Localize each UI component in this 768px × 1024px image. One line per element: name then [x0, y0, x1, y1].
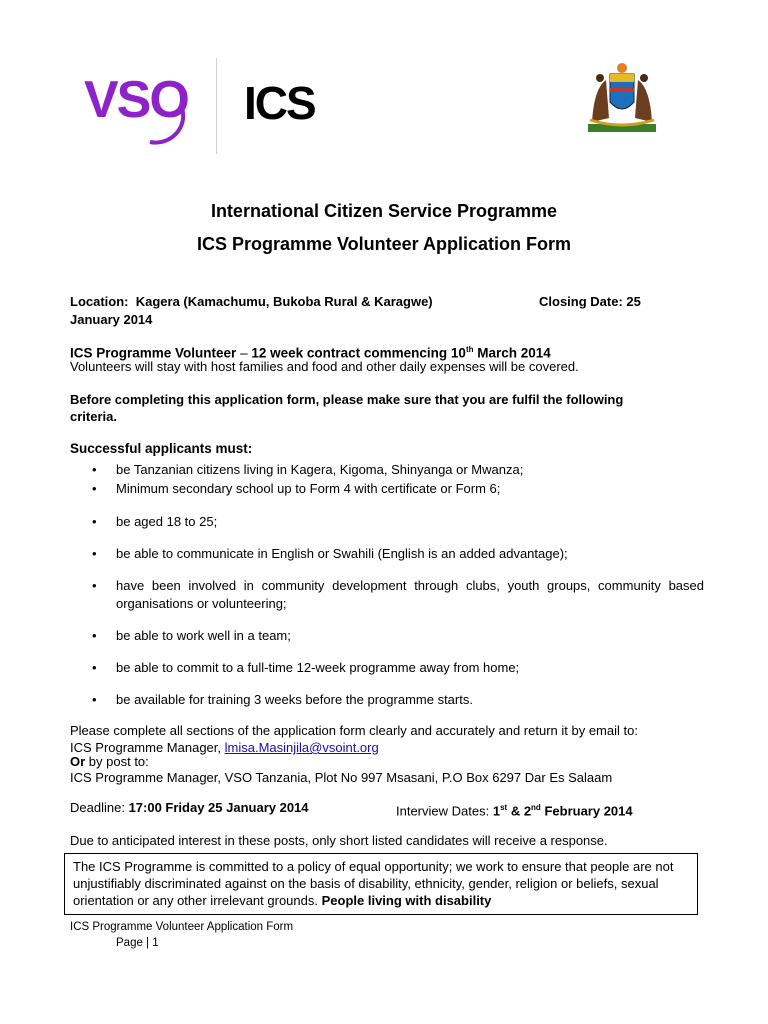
contract-month: March 2014: [477, 345, 551, 361]
requirement-text: Minimum secondary school up to Form 4 with certificate or Form 6;: [116, 481, 501, 496]
contract-text: 12 week contract commencing 10: [251, 345, 466, 361]
requirement-text: be Tanzanian citizens living in Kagera, Kigoma, Shinyanga or Mwanza;: [116, 462, 524, 477]
interview-day1-sup: st: [500, 803, 508, 812]
interview-day2-sup: nd: [531, 803, 541, 812]
closing-date: Closing Date: 25: [539, 294, 641, 309]
logo-divider: [216, 58, 217, 154]
requirement-text: have been involved in community development through clubs, youth groups, community based organisations or volunteering;: [116, 578, 704, 611]
response-note: Due to anticipated interest in these posts, only short listed candidates will receive a response.: [70, 833, 608, 848]
footer-page-number: Page | 1: [116, 937, 159, 949]
deadline-label: Deadline:: [70, 800, 125, 815]
postal-address: ICS Programme Manager, VSO Tanzania, Plot No 997 Msasani, P.O Box 6297 Dar Es Salaam: [70, 770, 613, 785]
requirement-text: be aged 18 to 25;: [116, 514, 218, 529]
requirement-text: be able to commit to a full-time 12-week programme away from home;: [116, 660, 520, 675]
manager-label: ICS Programme Manager,: [70, 740, 222, 755]
requirement-text: be able to work well in a team;: [116, 628, 291, 643]
location-value: Kagera (Kamachumu, Bukoba Rural & Karagwe): [135, 294, 433, 309]
deadline-value: 17:00 Friday 25 January 2014: [128, 800, 309, 815]
closing-date-cont: January 2014: [70, 312, 153, 327]
requirement-text: be able to communicate in English or Swahili (English is an added advantage);: [116, 546, 568, 561]
post-label: by post to:: [88, 754, 149, 769]
position-dash: –: [240, 345, 248, 361]
bullet: •: [92, 660, 97, 675]
contract-sup: th: [465, 345, 474, 354]
must-heading: Successful applicants must:: [70, 441, 253, 456]
bullet: •: [92, 692, 97, 707]
location-label: Location:: [70, 294, 129, 309]
or-label: Or: [70, 754, 86, 769]
return-instruction: Please complete all sections of the application form clearly and accurately and return it by email to:: [70, 723, 638, 738]
ics-logo: ICS: [244, 77, 315, 129]
interview-dates: [396, 799, 633, 819]
equal-opportunity-box: [64, 853, 698, 915]
requirement-text: be available for training 3 weeks before the programme starts.: [116, 692, 473, 707]
coat-of-arms-icon: [582, 58, 662, 136]
equal-opportunity-text: The ICS Programme is committed to a policy of equal opportunity; we work to ensure that people are not unjustifiably discriminated against on the basis of disability, ethnicity, gender, religion or beliefs, sexual orientation or any other irrelevant grounds.: [73, 859, 674, 908]
criteria-intro-line1: Before completing this application form, please make sure that you are fulfil the following: [70, 392, 624, 407]
vso-logo: VSO: [84, 71, 188, 129]
interview-month: February 2014: [544, 803, 633, 819]
email-link[interactable]: lmisa.Masinjila@vsoint.org: [224, 740, 379, 755]
interview-label: Interview Dates:: [396, 803, 490, 819]
bullet: •: [92, 514, 97, 529]
vso-swoosh-icon: [130, 88, 190, 148]
equal-opportunity-bold: People living with disability: [321, 893, 492, 908]
bullet: •: [92, 628, 97, 643]
bullet: •: [92, 462, 97, 477]
footer-doc-title: ICS Programme Volunteer Application Form: [70, 921, 294, 933]
post-line: [70, 753, 704, 770]
interview-day2: & 2: [510, 803, 532, 819]
position-title: ICS Programme Volunteer: [70, 345, 237, 361]
volunteer-note: Volunteers will stay with host families and food and other daily expenses will be covered.: [70, 359, 579, 374]
bullet: •: [92, 546, 97, 561]
bullet: •: [92, 481, 97, 496]
interview-day1: 1: [492, 803, 501, 819]
criteria-intro-line2: criteria.: [70, 409, 117, 424]
partner-logos: [64, 40, 332, 165]
form-title: ICS Programme Volunteer Application Form: [196, 234, 572, 254]
bullet: •: [92, 578, 97, 593]
page-title: International Citizen Service Programme: [210, 201, 558, 221]
